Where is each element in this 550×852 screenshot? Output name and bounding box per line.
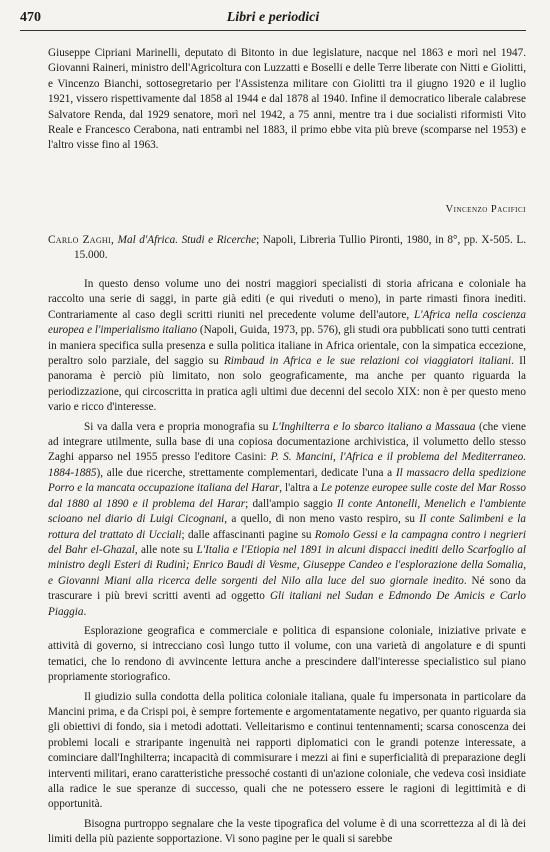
bibliographic-entry xyxy=(48,233,526,264)
text-run: Bisogna purtroppo segnalare che la veste tipografica del volume è di una scorrettezza al di là dei limiti della più paziente sopportazione. Vi sono pagine per le quali si sarebbe xyxy=(48,817,526,846)
review-heading xyxy=(48,233,526,264)
italic-run: L'Africa nella coscienza europea e l'imperialismo italiano xyxy=(48,308,526,337)
book-title: Mal d'Africa. Studi e Ricerche xyxy=(117,234,257,246)
italic-run: Rimbaud in Africa e le sue relazioni coi viaggiatori italiani xyxy=(223,355,512,368)
italic-run: Gli italiani nel Sudan e Edmondo De Amicis e Carlo Piaggia xyxy=(48,590,526,618)
italic-run: L'Italia e l'Etiopia nel 1891 in alcuni dispacci inediti dello Scarfoglio al ministro degli Esteri di Rudinì; Enrico Baudi di Vesme, Giuseppe Candeo e l'esplorazione della Somalia, e Giovanni Miani alla ricerca delle sorgenti del Nilo alla luce del suo giornale inedito xyxy=(48,543,526,587)
intro-section xyxy=(48,46,526,154)
text-run: . Né sono da trascurare i più brevi scritti aventi ad oggetto xyxy=(48,574,526,603)
body-paragraph xyxy=(48,624,526,686)
italic-run: Il conte Salimbeni e la rottura del trattato di Ucciali xyxy=(48,513,526,541)
running-title: Libri e periodici xyxy=(226,10,320,25)
body-paragraph xyxy=(48,817,526,848)
italic-run: Il conte Antonelli, Menelich e l'ambiente scioano nel diario di Luigi Cicognani xyxy=(48,497,526,526)
reviewer-name: Vincenzo Pacifici xyxy=(445,204,526,215)
text-run: . Il panorama è perciò più limitato, non solo geograficamente, ma anche per quanto riguarda la periodizzazione, qui circoscritta in pratica agli ultimi due decenni del secolo XIX: non è per questo meno vario e ricco d'interesse. xyxy=(48,355,526,414)
text-run: , l'altra a xyxy=(279,482,321,495)
text-run: Esplorazione geografica e commerciale e politica di espansione coloniale, iniziative private e attività di governo, si intrecciano così lungo tutto il volume, con una varietà di angolature e di spunti tematici, che lo rendono di avvincente lettura anche a prescindere dall'interesse specialistico sul piano propriamente storiografico. xyxy=(48,624,526,684)
running-header xyxy=(20,8,526,31)
text-run: ), alle due ricerche, strettamente complementari, dedicate l'una a xyxy=(96,466,396,479)
text-run: Si va dalla vera e propria monografia su xyxy=(84,420,272,433)
text-run: (Napoli, Guida, 1973, pp. 576), gli studi ora pubblicati sono tutti centrati in maniera specifica sulla presenza e sulla politica italiane in Africa orientale, con la simpatica eccezione, peraltro solo parziale, del saggio su xyxy=(48,324,526,368)
italic-run: Romolo Gessi e la campagna contro i negrieri del Bahr el-Ghazal xyxy=(48,528,526,556)
page-number: 470 xyxy=(20,10,41,25)
text-run: ; dall'ampio saggio xyxy=(245,497,337,510)
italic-run: Le potenze europee sulle coste del Mar Rosso dal 1880 al 1890 e il problema del Harar xyxy=(48,482,526,510)
body-paragraph xyxy=(48,420,526,620)
review-body xyxy=(48,277,526,852)
reviewer-signature xyxy=(446,204,526,215)
text-run: . xyxy=(83,605,87,618)
text-run: (che viene ad integrare utilmente, sulla base di una copiosa documentazione archivistica, il volumetto dello stesso Zaghi apparso nel 1955 presso l'editore Casini: xyxy=(48,420,526,464)
text-run: , alle note su xyxy=(134,543,197,556)
italic-run: Il massacro della spedizione Porro e la mancata occupazione italiana del Harar xyxy=(48,466,527,495)
book-publication: ; Napoli, Libreria Tullio Pironti, 1980, in 8°, pp. X-505. L. 15.000. xyxy=(74,234,527,262)
italic-run: L'Inghilterra e lo sbarco italiano a Massaua xyxy=(271,420,476,433)
body-paragraph xyxy=(48,277,526,416)
text-run: Il giudizio sulla condotta della politica coloniale italiana, quale fu impersonata in particolare da Mancini prima, e da Crispi poi, è sempre fortemente e argomentatamente negativo, per quanto riguarda sia gli obiettivi di fondo, sia i metodi adottati. Velleitarismo e continui tentennamenti; scarsa conoscenza dei problemi locali e straripante ingenuità nei rapporti diplomatici con le grandi potenze interessate, a cominciare dall'Inghilterra; incapacità di commisurare i mezzi ai fini e superficialità di preparazione degli interventi militari, erano caratteristiche pressoché costanti di un'azione coloniale, che vedeva così insidiate alla radice le sue speranze di successo, quali che ne potessero essere le ragioni di legittimità e di opportunità. xyxy=(48,690,526,811)
body-paragraph xyxy=(48,690,526,813)
italic-run: P. S. Mancini, l'Africa e il problema del Mediterraneo. 1884-1885 xyxy=(48,451,526,479)
book-author: Carlo Zaghi, xyxy=(48,234,115,246)
intro-paragraph: Giuseppe Cipriani Marinelli, deputato di Bitonto in due legislature, nacque nel 1863 e morì nel 1947. Giovanni Raineri, ministro dell'Agricoltura con Luzzatti e Boselli e delle Terre liberate con Nitti e Giolitti, e Vincenzo Bianchi, sottosegretario per l'Assistenza militare con Giolitti tra il giugno 1920 e il luglio 1921, vissero rispettivamente dal 1858 al 1944 e dal 1878 al 1940. Infine il democratico liberale calabrese Salvatore Renda, dal 1929 senatore, morì nel 1942, a 75 anni, mentre tra i due socialisti riformisti Vito Reale e Francesco Cerabona, nati entrambi nel 1883, il primo ebbe vita più breve (scomparse nel 1953) e l'altro visse fino al 1963. xyxy=(48,47,526,152)
text-run: In questo denso volume uno dei nostri maggiori specialisti di storia africana e coloniale ha raccolto una serie di saggi, in parte già editi (e qui riveduti o meno), in parte rimasti finora inediti. Contrariamente al caso degli scritti riuniti nel precedente volume dell'autore, xyxy=(48,278,526,321)
text-run: ; dalle affascinanti pagine su xyxy=(181,528,315,541)
text-run: , a quello, di non meno vasto respiro, su xyxy=(224,513,420,526)
